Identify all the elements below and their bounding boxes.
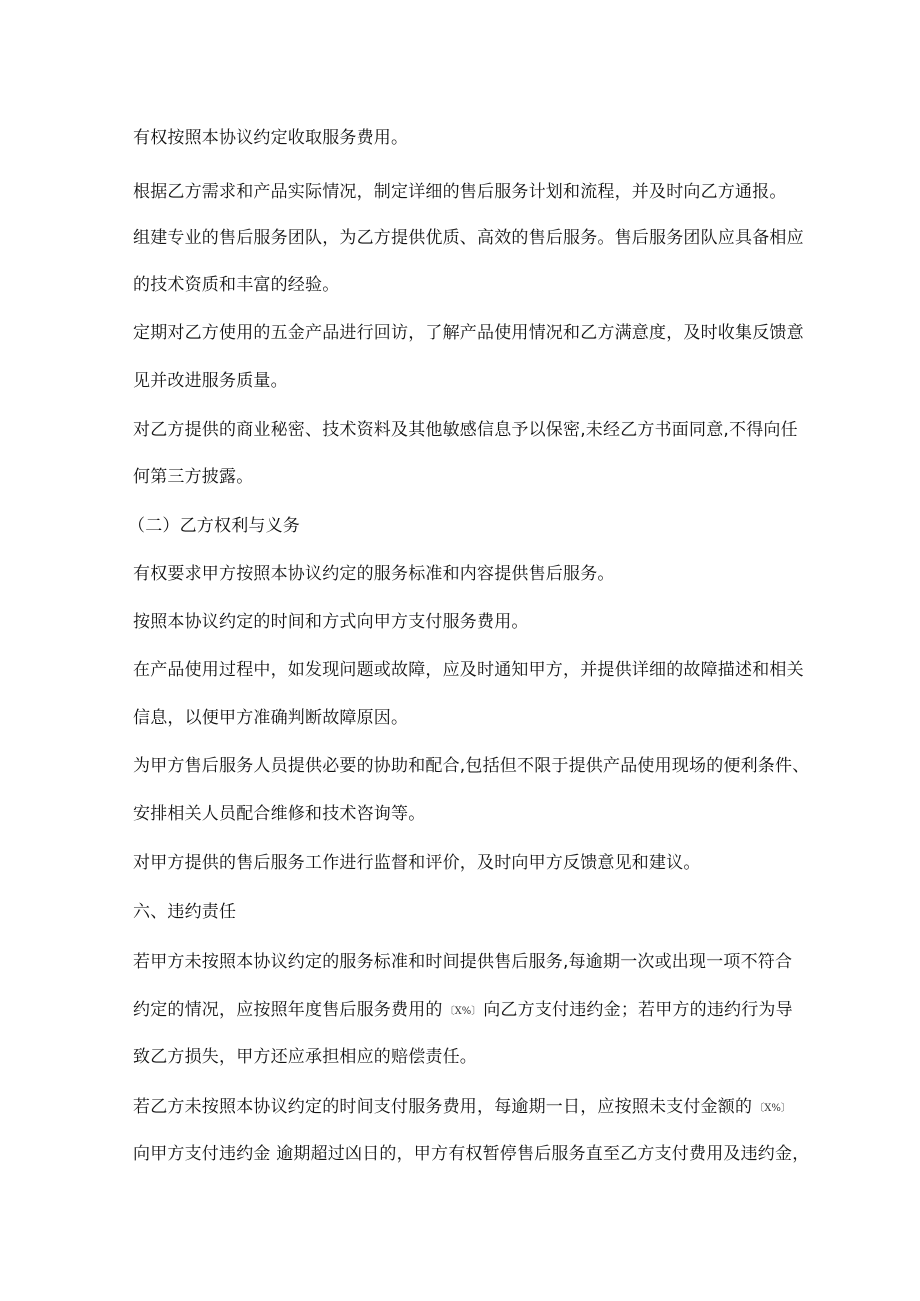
paragraph-line: 见并改进服务质量。 — [133, 371, 288, 391]
line-text: 向乙方支付违约金；若甲方的违约行为导 — [483, 1000, 793, 1020]
paragraph-line: 定期对乙方使用的五金产品进行回访，了解产品使用情况和乙方满意度，及时收集反馈意 — [133, 323, 804, 343]
paragraph-line — [133, 998, 793, 1024]
paragraph-line: 组建专业的售后服务团队，为乙方提供优质、高效的售后服务。售后服务团队应具备相应 — [133, 228, 804, 248]
paragraph-line: 何第三方披露。 — [133, 467, 254, 487]
line-text: 约定的情况，应按照年度售后服务费用的 — [133, 1000, 443, 1020]
paragraph-line — [133, 1095, 793, 1121]
paragraph-line: 在产品使用过程中，如发现问题或故障，应及时通知甲方，并提供详细的故障描述和相关 — [133, 660, 804, 680]
placeholder-tag: 〔X%〕 — [754, 1103, 791, 1114]
paragraph-line: 向甲方支付违约金 逾期超过凶日的，甲方有权暂停售后服务直至乙方支付费用及违约金， — [133, 1144, 810, 1164]
paragraph-line: 对乙方提供的商业秘密、技术资料及其他敏感信息予以保密,未经乙方书面同意,不得向任 — [133, 420, 798, 440]
placeholder-tag: 〔X%〕 — [444, 1006, 482, 1017]
paragraph-line: 若甲方未按照本协议约定的服务标准和时间提供售后服务,每逾期一次或出现一项不符合 — [133, 952, 793, 972]
paragraph-line: 根据乙方需求和产品实际情况，制定详细的售后服务计划和流程，并及时向乙方通报。 — [133, 182, 787, 202]
paragraph-line: 致乙方损失，甲方还应承担相应的赔偿责任。 — [133, 1047, 477, 1067]
paragraph-line: 有权按照本协议约定收取服务费用。 — [133, 128, 409, 148]
paragraph-line: 安排相关人员配合维修和技术咨询等。 — [133, 804, 426, 824]
paragraph-line: 为甲方售后服务人员提供必要的协助和配合,包括但不限于提供产品使用现场的便利条件、 — [133, 756, 810, 776]
section-heading: 六、违约责任 — [133, 902, 237, 922]
paragraph-line: 按照本协议约定的时间和方式向甲方支付服务费用。 — [133, 612, 529, 632]
paragraph-line: 信息，以便甲方准确判断故障原因。 — [133, 708, 409, 728]
paragraph-line: 对甲方提供的售后服务工作进行监督和评价，及时向甲方反馈意见和建议。 — [133, 853, 701, 873]
section-heading: （二）乙方权利与义务 — [128, 516, 300, 536]
paragraph-line: 有权要求甲方按照本协议约定的服务标准和内容提供售后服务。 — [133, 564, 615, 584]
paragraph-line: 的技术资质和丰富的经验。 — [133, 275, 340, 295]
line-text: 若乙方未按照本协议约定的时间支付服务费用，每逾期一日，应按照未支付金额的 — [133, 1097, 753, 1117]
